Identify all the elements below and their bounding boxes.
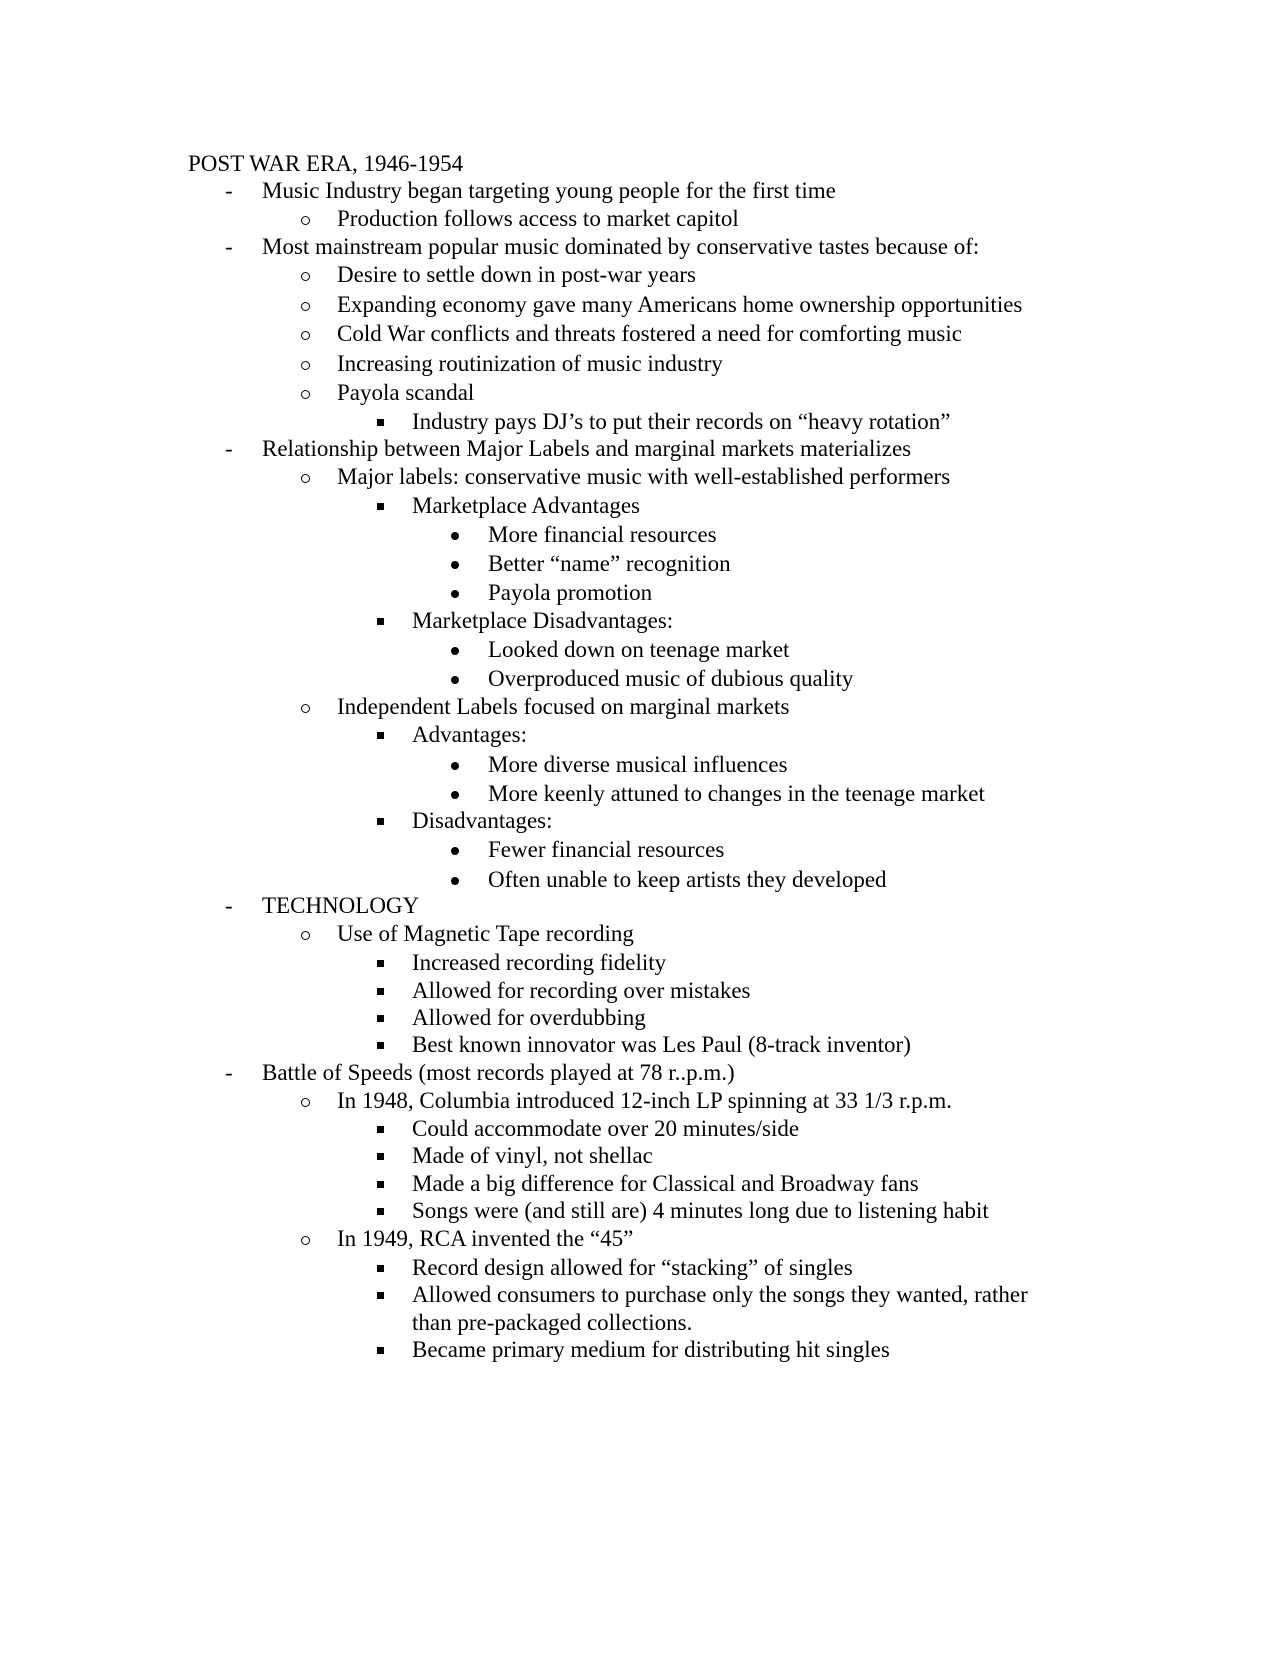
dot-bullet-icon <box>451 847 459 855</box>
square-bullet-icon <box>377 1181 384 1188</box>
outline-line-level-1: Most mainstream popular music dominated by conservative tastes because of: <box>262 234 980 259</box>
outline-line-level-2: In 1948, Columbia introduced 12-inch LP spinning at 33 1/3 r.p.m. <box>337 1088 952 1113</box>
outline-line-level-2: Expanding economy gave many Americans home ownership opportunities <box>337 292 1023 317</box>
dot-bullet-icon <box>451 676 459 684</box>
dash-marker: - <box>225 178 233 203</box>
outline-line-level-3: Could accommodate over 20 minutes/side <box>412 1116 800 1141</box>
square-bullet-icon <box>377 503 384 510</box>
outline-line-level-3: Disadvantages: <box>412 808 553 833</box>
square-bullet-icon <box>377 419 384 426</box>
circle-bullet-icon <box>301 931 310 940</box>
outline-line-level-4: More diverse musical influences <box>488 752 788 777</box>
outline-line-level-3: Record design allowed for “stacking” of singles <box>412 1255 853 1280</box>
square-bullet-icon <box>377 818 384 825</box>
square-bullet-icon <box>377 1042 384 1049</box>
outline-line-level-3: Industry pays DJ’s to put their records on “heavy rotation” <box>412 409 951 434</box>
dot-bullet-icon <box>451 791 459 799</box>
outline-line-level-2: Use of Magnetic Tape recording <box>337 921 634 946</box>
circle-bullet-icon <box>301 361 310 370</box>
outline-line-level-0: than pre-packaged collections. <box>412 1310 693 1335</box>
outline-line-level-2: Desire to settle down in post-war years <box>337 262 696 287</box>
dot-bullet-icon <box>451 561 459 569</box>
circle-bullet-icon <box>301 331 310 340</box>
dot-bullet-icon <box>451 877 459 885</box>
outline-line-level-2: Payola scandal <box>337 380 475 405</box>
square-bullet-icon <box>377 732 384 739</box>
circle-bullet-icon <box>301 272 310 281</box>
dot-bullet-icon <box>451 590 459 598</box>
outline-line-level-1: Music Industry began targeting young people for the first time <box>262 178 836 203</box>
outline-line-level-2: Increasing routinization of music industry <box>337 351 723 376</box>
outline-line-level-3: Allowed for recording over mistakes <box>412 978 751 1003</box>
square-bullet-icon <box>377 960 384 967</box>
circle-bullet-icon <box>301 1098 310 1107</box>
dash-marker: - <box>225 893 233 918</box>
outline-line-level-2: Independent Labels focused on marginal markets <box>337 694 790 719</box>
circle-bullet-icon <box>301 216 310 225</box>
dot-bullet-icon <box>451 647 459 655</box>
square-bullet-icon <box>377 988 384 995</box>
outline-line-level-2: Major labels: conservative music with well-established performers <box>337 464 951 489</box>
outline-line-level-4: More financial resources <box>488 522 717 547</box>
outline-line-level-1: Relationship between Major Labels and marginal markets materializes <box>262 436 912 461</box>
dot-bullet-icon <box>451 762 459 770</box>
outline-line-level-2: Cold War conflicts and threats fostered a need for comforting music <box>337 321 962 346</box>
outline-line-level-3: Increased recording fidelity <box>412 950 667 975</box>
outline-line-level-3: Allowed for overdubbing <box>412 1005 646 1030</box>
outline-line-level-3: Songs were (and still are) 4 minutes long due to listening habit <box>412 1198 989 1223</box>
square-bullet-icon <box>377 1292 384 1299</box>
square-bullet-icon <box>377 1208 384 1215</box>
circle-bullet-icon <box>301 704 310 713</box>
outline-line-level-3: Became primary medium for distributing hit singles <box>412 1337 890 1362</box>
outline-line-level-4: Payola promotion <box>488 580 653 605</box>
outline-line-level-3: Marketplace Disadvantages: <box>412 608 674 633</box>
outline-line-level-1: TECHNOLOGY <box>262 893 420 918</box>
outline-line-level-4: Often unable to keep artists they developed <box>488 867 887 892</box>
outline-line-level-3: Allowed consumers to purchase only the songs they wanted, rather <box>412 1282 1028 1307</box>
outline-line-level-3: Made a big difference for Classical and Broadway fans <box>412 1171 919 1196</box>
circle-bullet-icon <box>301 474 310 483</box>
outline-line-level-4: Better “name” recognition <box>488 551 731 576</box>
square-bullet-icon <box>377 618 384 625</box>
outline-line-level-3: Made of vinyl, not shellac <box>412 1143 653 1168</box>
circle-bullet-icon <box>301 1236 310 1245</box>
circle-bullet-icon <box>301 302 310 311</box>
outline-line-level-3: Best known innovator was Les Paul (8-track inventor) <box>412 1032 911 1057</box>
square-bullet-icon <box>377 1265 384 1272</box>
square-bullet-icon <box>377 1347 384 1354</box>
dash-marker: - <box>225 1060 233 1085</box>
square-bullet-icon <box>377 1126 384 1133</box>
circle-bullet-icon <box>301 390 310 399</box>
square-bullet-icon <box>377 1015 384 1022</box>
outline-line-level-3: Marketplace Advantages <box>412 493 640 518</box>
dot-bullet-icon <box>451 532 459 540</box>
outline-line-level-4: Fewer financial resources <box>488 837 725 862</box>
outline-line-level-4: Overproduced music of dubious quality <box>488 666 854 691</box>
square-bullet-icon <box>377 1153 384 1160</box>
document-title: POST WAR ERA, 1946-1954 <box>188 151 464 176</box>
outline-line-level-2: In 1949, RCA invented the “45” <box>337 1226 634 1251</box>
outline-line-level-2: Production follows access to market capitol <box>337 206 739 231</box>
outline-line-level-4: Looked down on teenage market <box>488 637 790 662</box>
dash-marker: - <box>225 234 233 259</box>
outline-line-level-1: Battle of Speeds (most records played at 78 r..p.m.) <box>262 1060 735 1085</box>
outline-line-level-4: More keenly attuned to changes in the teenage market <box>488 781 985 806</box>
dash-marker: - <box>225 436 233 461</box>
outline-line-level-3: Advantages: <box>412 722 527 747</box>
